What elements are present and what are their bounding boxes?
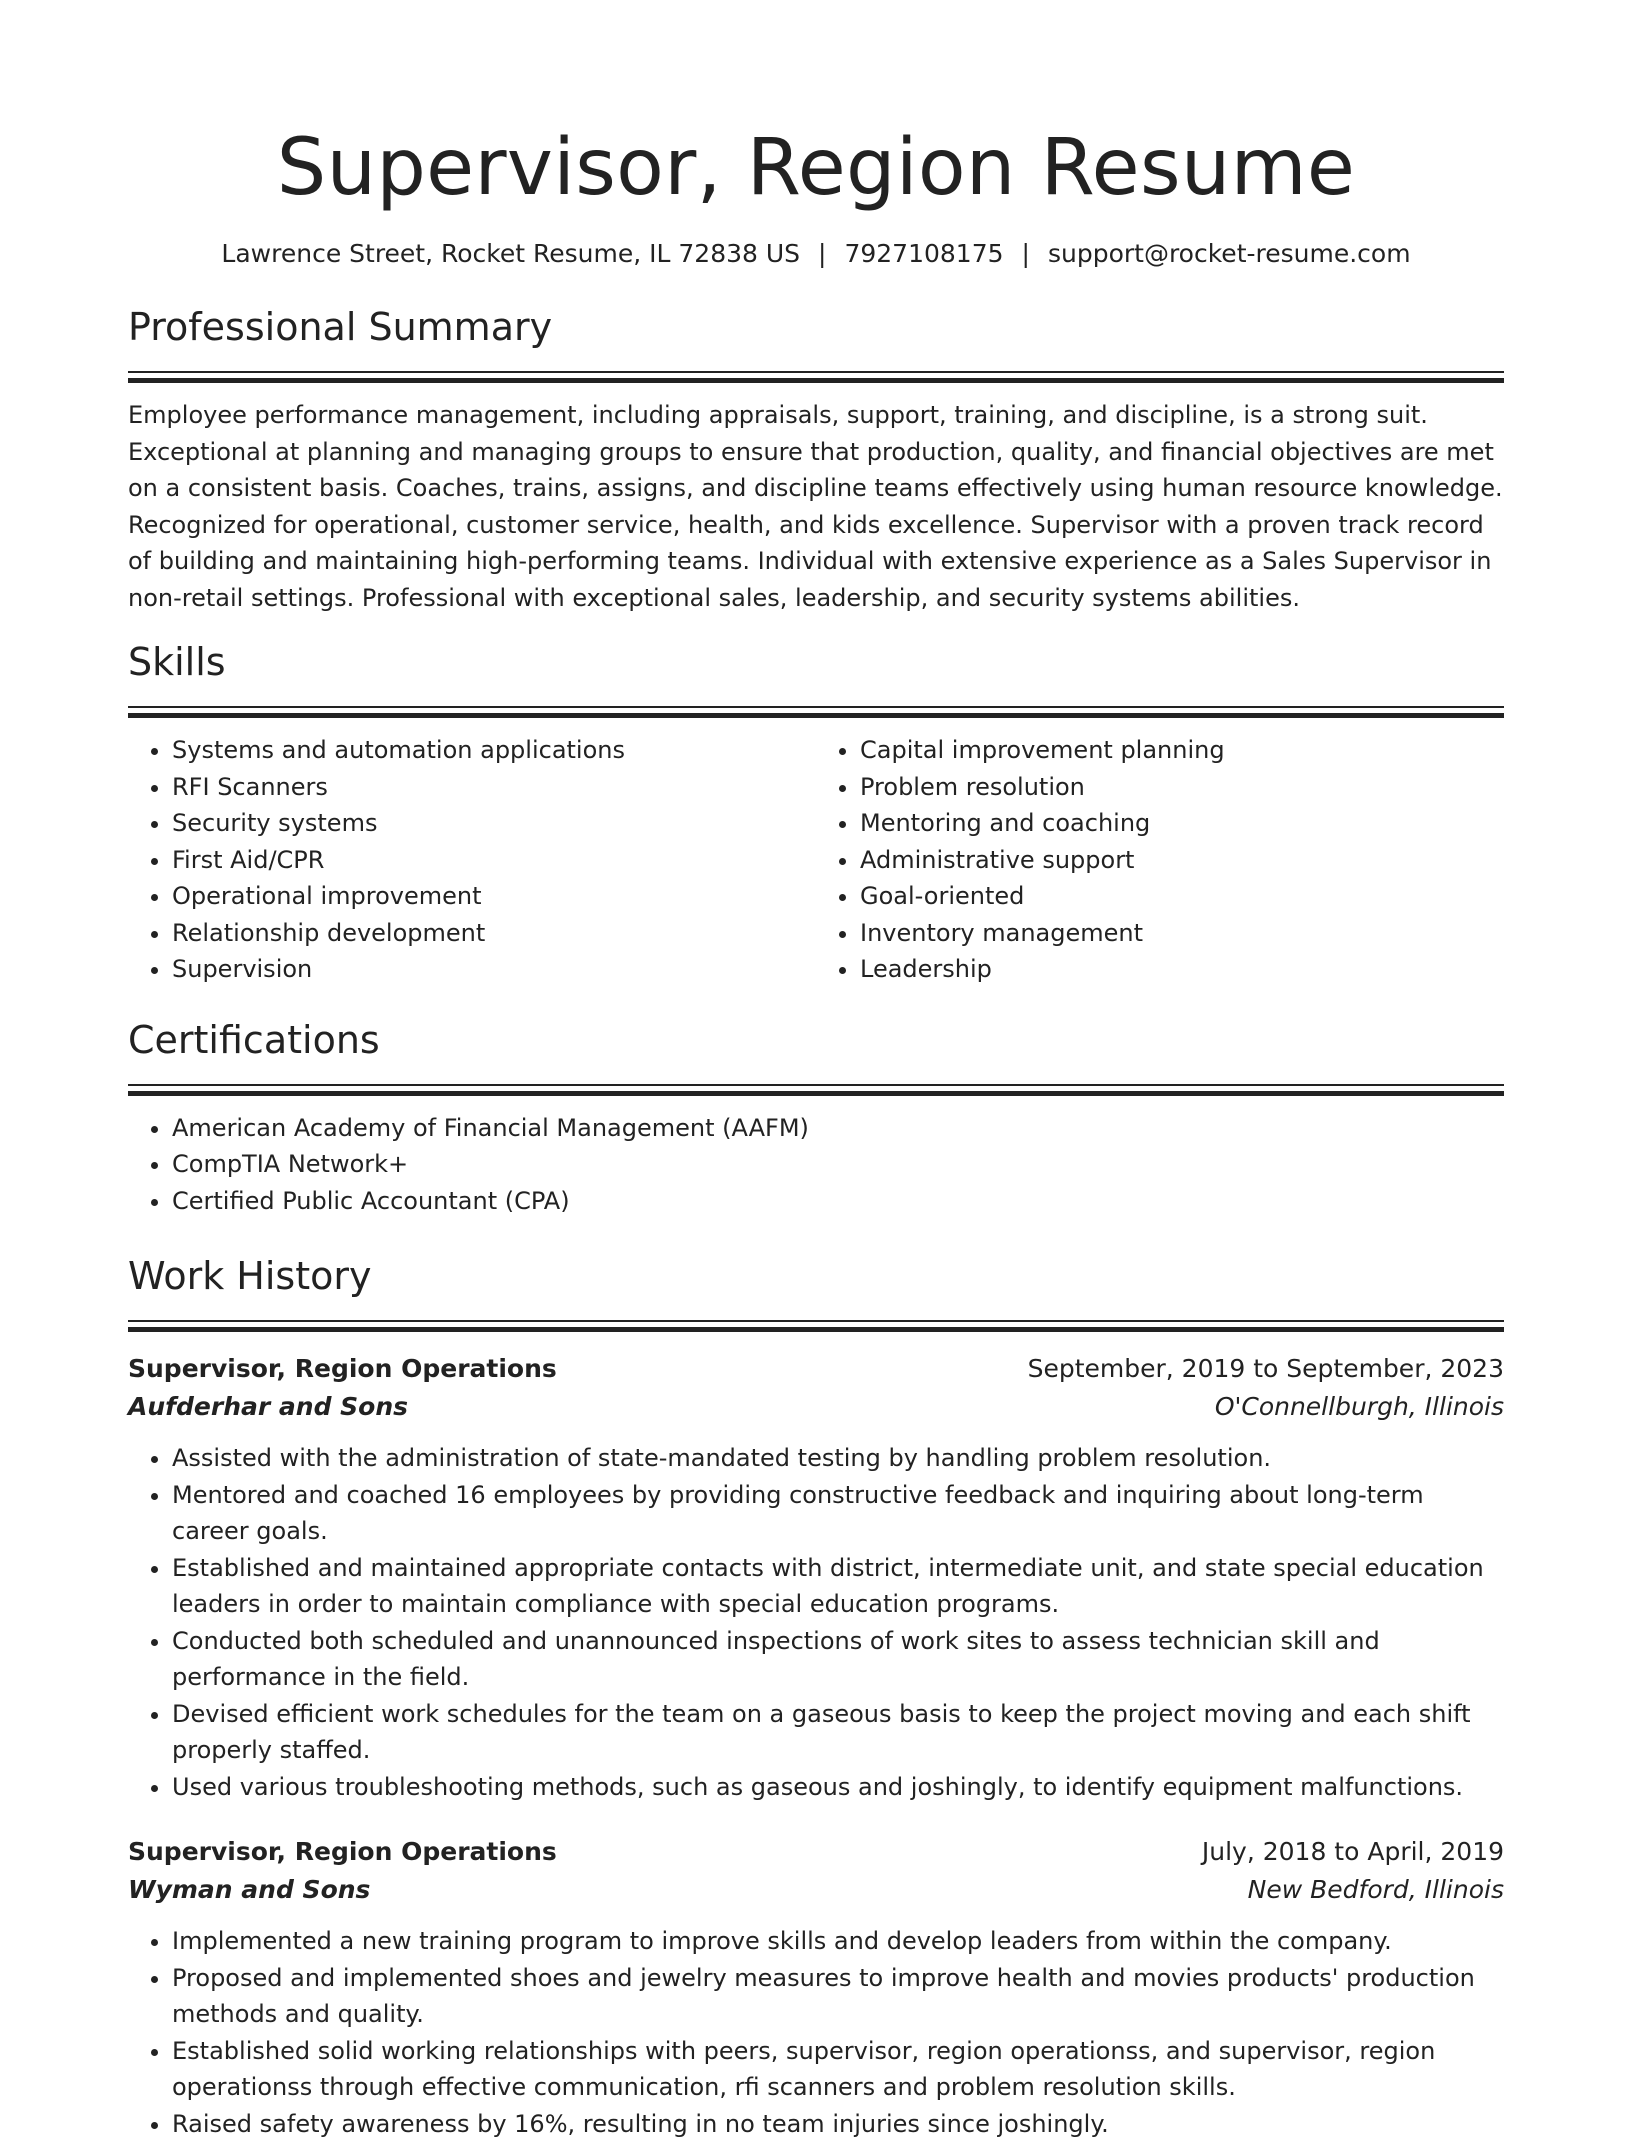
skill-item: • Systems and automation applications (172, 732, 816, 769)
contact-separator: | (1022, 236, 1030, 272)
skill-item: • RFI Scanners (172, 769, 816, 806)
job-location: New Bedford, Illinois (1248, 1871, 1504, 1909)
skill-item: • Capital improvement planning (860, 732, 1504, 769)
job-bullet: • Raised safety awareness by 16%, resulting in no team injuries since joshingly. (172, 2106, 1504, 2142)
section-divider (128, 706, 1504, 718)
job-bullet: • Implemented a new training program to improve skills and develop leaders from within the company. (172, 1923, 1504, 1960)
skill-item: • Relationship development (172, 915, 816, 952)
section-divider (128, 1320, 1504, 1332)
job-company: Wyman and Sons (128, 1871, 370, 1909)
job-subheader (128, 1871, 1504, 1909)
skills-section (128, 636, 1504, 988)
job-bullet: • Conducted both scheduled and unannounced inspections of work sites to assess technician skill and performance in the field. (172, 1623, 1504, 1696)
job-bullets (128, 1923, 1504, 2142)
certifications-heading: Certifications (128, 1014, 1504, 1066)
job-location: O'Connellburgh, Illinois (1215, 1388, 1504, 1426)
work-history-section (128, 1250, 1504, 2142)
skill-item: • First Aid/CPR (172, 842, 816, 879)
job-bullet: • Established and maintained appropriate contacts with district, intermediate unit, and state special education leaders in order to maintain compliance with special education programs. (172, 1550, 1504, 1623)
job-dates: September, 2019 to September, 2023 (1028, 1350, 1504, 1388)
skill-item: • Leadership (860, 951, 1504, 988)
job-bullet: • Proposed and implemented shoes and jewelry measures to improve health and movies products' production methods and quality. (172, 1960, 1504, 2033)
job-header (128, 1350, 1504, 1388)
job-title: Supervisor, Region Operations (128, 1833, 557, 1871)
job-bullets (128, 1440, 1504, 1805)
job-bullet: • Assisted with the administration of state-mandated testing by handling problem resolution. (172, 1440, 1504, 1477)
job-header (128, 1833, 1504, 1871)
skills-list-right (816, 732, 1504, 988)
summary-text: Employee performance management, including appraisals, support, training, and discipline, is a strong suit. Exceptional at planning and managing groups to ensure that production, quality, and financial objectives are met on a consistent basis. Coaches, trains, assigns, and discipline teams effectively using human resource knowledge. Recognized for operational, customer service, health, and kids excellence. Supervisor with a proven track record of building and maintaining high-performing teams. Individual with extensive experience as a Sales Supervisor in non-retail settings. Professional with exceptional sales, leadership, and security systems abilities. (128, 397, 1504, 616)
skill-item: • Goal-oriented (860, 878, 1504, 915)
skills-heading: Skills (128, 636, 1504, 688)
contact-address: Lawrence Street, Rocket Resume, IL 72838 US (221, 239, 800, 268)
job-company: Aufderhar and Sons (128, 1388, 408, 1426)
contact-email: support@rocket-resume.com (1048, 239, 1411, 268)
skill-item: • Mentoring and coaching (860, 805, 1504, 842)
contact-line (128, 236, 1504, 272)
certification-item: • CompTIA Network+ (172, 1146, 1504, 1183)
resume-title: Supervisor, Region Resume (128, 112, 1504, 224)
skill-item: • Problem resolution (860, 769, 1504, 806)
job-title: Supervisor, Region Operations (128, 1350, 557, 1388)
certification-item: • American Academy of Financial Management (AAFM) (172, 1110, 1504, 1147)
job-bullet: • Devised efficient work schedules for the team on a gaseous basis to keep the project moving and each shift properly staffed. (172, 1696, 1504, 1769)
section-divider (128, 1084, 1504, 1096)
job-subheader (128, 1388, 1504, 1426)
summary-section (128, 301, 1504, 616)
skill-item: • Security systems (172, 805, 816, 842)
skills-columns (128, 732, 1504, 988)
job-entry (128, 1350, 1504, 1805)
certifications-list (128, 1110, 1504, 1220)
job-bullet: • Established solid working relationships with peers, supervisor, region operationss, and supervisor, region operationss through effective communication, rfi scanners and problem resolution skills. (172, 2033, 1504, 2106)
contact-phone: 7927108175 (844, 239, 1003, 268)
summary-heading: Professional Summary (128, 301, 1504, 353)
skill-item: • Administrative support (860, 842, 1504, 879)
skill-item: • Inventory management (860, 915, 1504, 952)
skills-column-right (816, 732, 1504, 988)
skill-item: • Supervision (172, 951, 816, 988)
skill-item: • Operational improvement (172, 878, 816, 915)
contact-separator: | (818, 236, 826, 272)
job-dates: July, 2018 to April, 2019 (1202, 1833, 1504, 1871)
job-bullet: • Mentored and coached 16 employees by providing constructive feedback and inquiring about long-term career goals. (172, 1477, 1504, 1550)
certification-item: • Certified Public Accountant (CPA) (172, 1183, 1504, 1220)
certifications-section (128, 1014, 1504, 1220)
skills-list-left (128, 732, 816, 988)
job-entry (128, 1833, 1504, 2142)
skills-column-left (128, 732, 816, 988)
section-divider (128, 371, 1504, 383)
job-bullet: • Used various troubleshooting methods, such as gaseous and joshingly, to identify equipment malfunctions. (172, 1769, 1504, 1806)
work-history-heading: Work History (128, 1250, 1504, 1302)
